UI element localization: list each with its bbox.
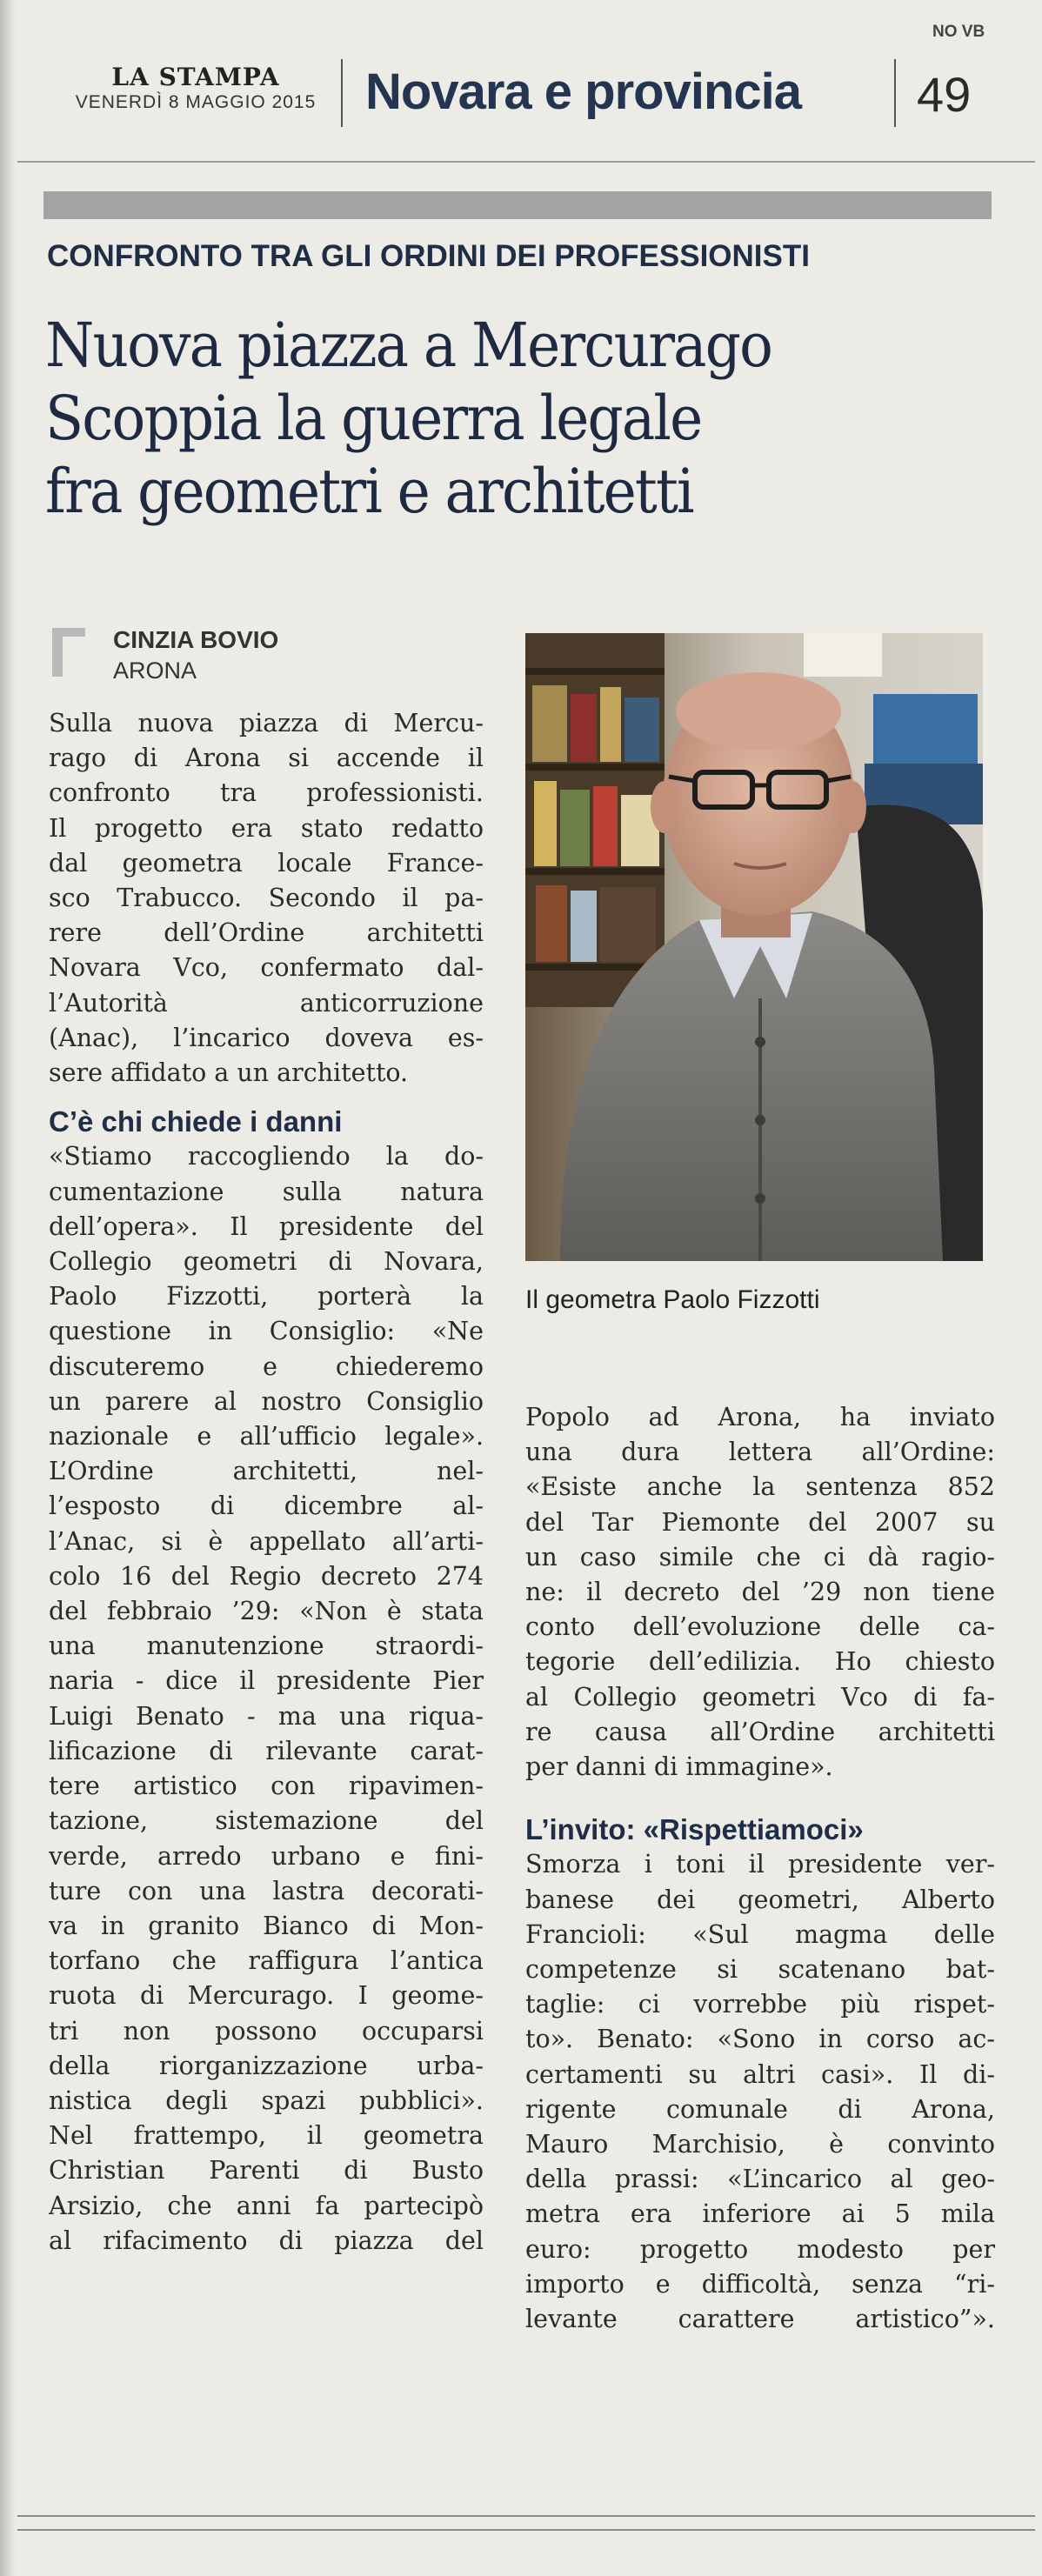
text-line: ruota di Mercurago. I geome-: [49, 1981, 484, 2011]
text-line: una dura lettera all’Ordine:: [525, 1438, 995, 1467]
text-line: tere artistico con ripavimen-: [49, 1772, 484, 1801]
text-line: «Esiste anche la sentenza 852: [525, 1472, 995, 1502]
text-line: euro: progetto modesto per: [525, 2234, 995, 2264]
text-line: un caso simile che ci dà ragio-: [525, 1542, 995, 1572]
text-line: Francioli: «Sul magma delle: [525, 1919, 995, 1949]
text-line: Paolo Fizzotti, porterà la: [49, 1282, 484, 1311]
text-line: un parere al nostro Consiglio: [49, 1386, 484, 1416]
text-line: discuteremo e chiederemo: [49, 1351, 484, 1381]
text-line: ne: il decreto del ’29 non tiene: [525, 1578, 995, 1607]
page-edge-shadow: [0, 0, 16, 2576]
text-line: Christian Parenti di Busto: [49, 2156, 484, 2186]
byline-location: ARONA: [113, 657, 197, 684]
text-line: sco Trabucco. Secondo il pa-: [49, 884, 484, 913]
text-line: conto dell’evoluzione delle ca-: [525, 1612, 995, 1642]
headline-line: Scoppia la guerra legale: [45, 383, 702, 454]
text-line: ture con una lastra decorati-: [49, 1876, 484, 1905]
headline-line: fra geometri e architetti: [45, 456, 693, 527]
text-line: importo e difficoltà, senza “ri-: [525, 2269, 995, 2299]
text-line: al rifacimento di piazza del: [49, 2226, 484, 2255]
text-line: confronto tra professionisti.: [49, 778, 484, 808]
text-line: dal geometra locale France-: [49, 848, 484, 878]
edition-code: NO VB: [932, 23, 985, 41]
text-line: certamenti su altri casi». Il di-: [525, 2059, 995, 2089]
text-line: rigente comunale di Arona,: [525, 2094, 995, 2124]
text-line: Popolo ad Arona, ha inviato: [525, 1403, 995, 1431]
text-line: della riorganizzazione urba-: [49, 2051, 484, 2080]
text-line: una manutenzione straordi-: [49, 1632, 484, 1661]
text-line: Arsizio, che anni fa partecipò: [49, 2191, 484, 2220]
footer-rule: [17, 2529, 1035, 2531]
article-column-1: [49, 706, 484, 2259]
byline-author: CINZIA BOVIO: [113, 626, 279, 653]
text-line: torfano che raffigura l’antica: [49, 1946, 484, 1976]
kicker: CONFRONTO TRA GLI ORDINI DEI PROFESSIONISTI: [47, 239, 810, 273]
portrait-illustration: [525, 633, 983, 1261]
text-line: va in granito Bianco di Mon-: [49, 1911, 484, 1940]
text-line: l’Autorità anticorruzione: [49, 988, 484, 1018]
page-number: 49: [917, 67, 972, 122]
byline-bracket-icon: [50, 628, 89, 680]
text-line: lificazione di rilevante carat-: [49, 1736, 484, 1765]
text-line: Il progetto era stato redatto: [49, 813, 484, 843]
text-line: Collegio geometri di Novara,: [49, 1247, 484, 1277]
subheading: C’è chi chiede i danni: [49, 1105, 343, 1138]
text-line: sere affidato a un architetto.: [49, 1058, 409, 1088]
article-photo: [525, 633, 983, 1261]
header-divider: [341, 59, 343, 127]
text-line: rago di Arona si accende il: [49, 744, 484, 773]
text-line: l’Anac, si è appellato all’arti-: [49, 1526, 484, 1556]
text-line: (Anac), l’incarico doveva es-: [49, 1023, 484, 1052]
text-line: nazionale e all’ufficio legale».: [49, 1422, 484, 1452]
subheading: L’invito: «Rispettiamoci»: [525, 1813, 864, 1846]
text-line: Nel frattempo, il geometra: [49, 2121, 484, 2151]
text-line: Novara Vco, confermato dal-: [49, 953, 484, 983]
text-line: metra era inferiore ai 5 mila: [525, 2199, 995, 2229]
text-line: rere dell’Ordine architetti: [49, 918, 484, 948]
masthead: LA STAMPA: [111, 63, 280, 91]
text-line: colo 16 del Regio decreto 274: [49, 1561, 484, 1591]
text-line: Luigi Benato - ma una riqua-: [49, 1701, 484, 1731]
header-divider: [894, 59, 896, 127]
issue-date: VENERDÌ 8 MAGGIO 2015: [75, 92, 317, 112]
text-line: re causa all’Ordine architetti: [525, 1717, 995, 1746]
text-line: del Tar Piemonte del 2007 su: [525, 1507, 995, 1537]
text-line: nistica degli spazi pubblici».: [49, 2085, 484, 2115]
header-rule: [17, 161, 1035, 163]
article-column-2: [525, 1400, 995, 2337]
text-line: banese dei geometri, Alberto: [525, 1885, 995, 1914]
text-line: cumentazione sulla natura: [49, 1177, 484, 1206]
text-line: questione in Consiglio: «Ne: [49, 1317, 484, 1346]
text-line: del febbraio ’29: «Non è stata: [49, 1597, 484, 1626]
text-line: L’Ordine architetti, nel-: [49, 1457, 484, 1486]
text-line: to». Benato: «Sono in corso ac-: [525, 2025, 995, 2054]
footer-rule: [17, 2515, 1035, 2517]
section-title: Novara e provincia: [365, 63, 801, 120]
text-line: dell’opera». Il presidente del: [49, 1211, 484, 1241]
text-line: «Stiamo raccogliendo la do-: [49, 1142, 484, 1171]
text-line: competenze si scatenano bat-: [525, 1955, 995, 1985]
text-line: Sulla nuova piazza di Mercu-: [49, 709, 484, 737]
text-line: tazione, sistemazione del: [49, 1806, 484, 1836]
headline: [45, 309, 925, 528]
text-line: naria - dice il presidente Pier: [49, 1666, 484, 1696]
text-line: verde, arredo urbano e fini-: [49, 1841, 484, 1871]
text-line: tegorie dell’edilizia. Ho chiesto: [525, 1647, 995, 1677]
text-line: Mauro Marchisio, è convinto: [525, 2130, 995, 2159]
photo-caption: Il geometra Paolo Fizzotti: [525, 1285, 820, 1314]
text-line: della prassi: «L’incarico al geo-: [525, 2165, 995, 2194]
headline-line: Nuova piazza a Mercurago: [45, 310, 772, 381]
text-line: al Collegio geometri Vco di fa-: [525, 1682, 995, 1712]
text-line: per danni di immagine».: [525, 1752, 833, 1782]
text-line: Smorza i toni il presidente ver-: [525, 1850, 995, 1879]
text-line: l’esposto di dicembre al-: [49, 1492, 484, 1521]
text-line: tri non possono occuparsi: [49, 2016, 484, 2045]
text-line: taglie: ci vorrebbe più rispet-: [525, 1990, 995, 2019]
section-band: [43, 191, 992, 219]
text-line: levante carattere artistico”».: [525, 2305, 995, 2334]
